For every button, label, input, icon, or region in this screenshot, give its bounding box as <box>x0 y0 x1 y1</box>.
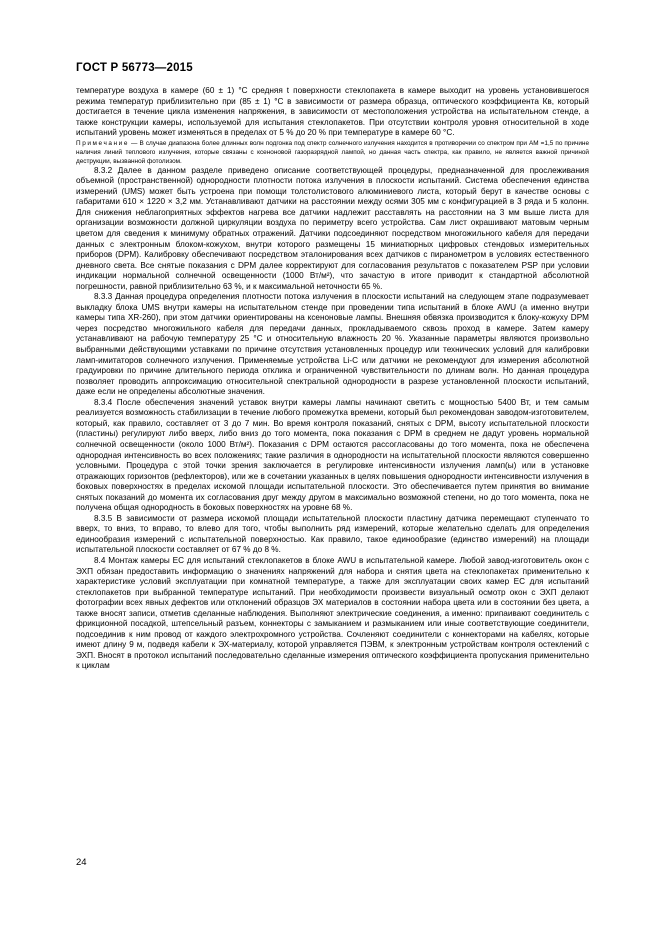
paragraph-8-3-4: 8.3.4 После обеспечения значений уставок внутри камеры лампы начинают светить с мощностью 5400 Вт, и тем самым реализуется возможность стабилизации в течение любого промежутка времени, который был рекомендован заводом-изготовителем, который, как правило, составляет от 3 до 7 мин. Во время контроля показаний, снятых с DPM, высоту испытательной плоскости (пластины) регулируют либо вверх, либо вниз до того момента, пока показания с DPM в среднем не дадут уровень нормальной солнечной освещенности (около 1000 Вт/м²). Показания с DPM остаются рассогласованы до того момента, пока не обеспечена однородная интенсивность во всех положениях; такие различия в однородности на испытательной плоскости являются совершенно условными. Процедура с этой точки зрения заключается в регулировке интенсивности излучения ламп(ы) или в установке отражающих горизонтов (рефлекторов), или же в сочетании указанных в целях повышения однородности интенсивности излучения в боковых поверхностях в пределах искомой площади испытательной плоскости. Это обеспечивается путем принятия во внимание снятых показаний до момента их согласования друг между другом в максимально возможной степени, но до того момента, пока не получена общая однородность в боковых поверхностях на уровне 68 %. <box>76 397 589 513</box>
intro-paragraph: температуре воздуха в камере (60 ± 1) °С средняя t поверхности стеклопакета в камере выходит на уровень установившегося режима температур приблизительно при (85 ± 1) °С в зависимости от размера образца, оптического коэффициента Кв, который достигается в течение цикла изменения напряжения, в зависимости от местоположения устройства на испытательном стенде, а также конструкции камеры, используемой для испытания стеклопакетов. При отсутствии контроля уровня относительной в ходе испытаний уровень может изменяться в пределах от 5 % до 20 % при температуре в камере 60 °С. <box>76 86 589 138</box>
note-text: — В случае диапазона более длинных волн подгонка под спектр солнечного излучения находится в противоречии со спектром при АМ =1,5 по причине наличия линий теплового излучения, которые связаны с ксеноновой газоразрядной лампой, но данная часть спектра, как правило, не является важной причиной деструкции, вызванной фотолизом. <box>76 139 589 165</box>
paragraph-8-3-3: 8.3.3 Данная процедура определения плотности потока излучения в плоскости испытаний на следующем этапе подразумевает выкладку блока UMS внутри камеры на испытательном стенде при проведении типа испытаний в блоке AWU (а именно внутри камеры типа ХR-260), при этом датчики ориентированы на ксеноновые лампы. Внешняя обвязка производится к блоку-кожуху DPM через посредство многожильного кабеля для передачи данных, прокладываемого сквозь проход в камере. Затем камеру устанавливают на рабочую температуру 25 °С и относительную влажность 20 %. Указанные параметры являются произвольно выбранными действующими уставками по причине отсутствия установленных процедур или технических условий для калибровки ламп-имитаторов солнечного излучения. Применяемые устройства Li-C или датчики не рекомендуют для измерения абсолютной градуировки по причине длительного периода отклика и ограниченной чувствительности по длинам волн. Но данная процедура позволяет проводить аппроксимацию относительной спектральной однородности в разрезе установленной плоскости испытаний, даже если не определены абсолютные значения. <box>76 292 589 397</box>
note-paragraph <box>76 139 589 166</box>
note-label: Примечание <box>76 139 129 147</box>
paragraph-8-3-2: 8.3.2 Далее в данном разделе приведено описание соответствующей процедуры, предназначенной для прослеживания объемной (пространственной) однородности плотности потока излучения в плоскости испытаний. Система обеспечения единства измерений (UMS) может быть устроена при помощи толстолистового алюминиевого листа, который берут в качестве основы с габаритами 610 × 1220 × 3,2 мм. Устанавливают датчики на расстоянии между осями 305 мм с конфигурацией в 3 ряда и 5 колонн. Для снижения неблагоприятных эффектов нагрева все датчики надлежит расставлять на расстоянии на 3 мм выше листа для организации возможности должной циркуляции воздуха по периметру всего устройства. Сам лист окрашивают матовым черным цветом для сведения к минимуму обратных отражений. Датчики подсоединяют посредством многожильного кабеля для передачи данных с электронным блоком-кожухом, внутри которого размещены 15 миниатюрных цифровых стендовых измерительных приборов (DPM). Калибровку обеспечивают посредством эталонирования всех датчиков с пиранометром в условиях естественного дневного света. Все снятые показания с DPM далее корректируют для согласования результатов с показателем PSP при условии индикации нормальной солнечной освещенности (1000 Вт/м²), что зачастую в итоге приводит к стандартной абсолютной погрешности, равной приблизительно 63 %, и к максимальной неточности 65 %. <box>76 165 589 291</box>
paragraph-8-3-5: 8.3.5 В зависимости от размера искомой площади испытательной плоскости пластину датчика перемещают ступенчато то вверх, то вниз, то вправо, то влево для того, чтобы выполнить ряд измерений, которые желательно сделать для определения единообразия измерений с испытательной поверхностью. Как правило, такое единообразие (единство измерений) на площади испытательной плоскости составляет от 67 % до 8 %. <box>76 513 589 555</box>
page-number: 24 <box>76 857 87 868</box>
document-body <box>76 86 589 672</box>
standard-header: ГОСТ Р 56773—2015 <box>76 62 193 74</box>
paragraph-8-4: 8.4 Монтаж камеры ЕС для испытаний стеклопакетов в блоке AWU в испытательной камере. Любой завод-изготовитель окон с ЭХП обязан предоставить информацию о значениях напряжений для набора и снятия цвета на стеклопакетах применительно к характеристике условий эксплуатации при комнатной температуре, а также для эксплуатации своих камер ЕС для испытаний стеклопакетов при выбранной температуре испытаний. При необходимости произвести визуальный осмотр окон с ЭХП делают фотографии всех явных дефектов или отклонений образцов ЭХ материалов в состоянии набора цвета или в состоянии без цвета, а также вносят записи, отметив сделанные наблюдения. Выполняют электрические соединения, а именно: припаивают соединитель с фрикционной посадкой, штепсельный разъем, коннекторы с замыканием и размыканием или иные соответствующие соединители, подсоединив к ним провод от каждого электрохромного устройства. Сочленяют соединители с коннекторами на кабелях, которые имеют длину 9 м, подведя кабели к ЭХ-материалу, которой управляется ПЭВМ, к электронным устройствам контроля остеклений с ЭХП. Вносят в протокол испытаний последовательно сделанные измерения оптического коэффициента пропускания применительно к циклам <box>76 555 589 671</box>
